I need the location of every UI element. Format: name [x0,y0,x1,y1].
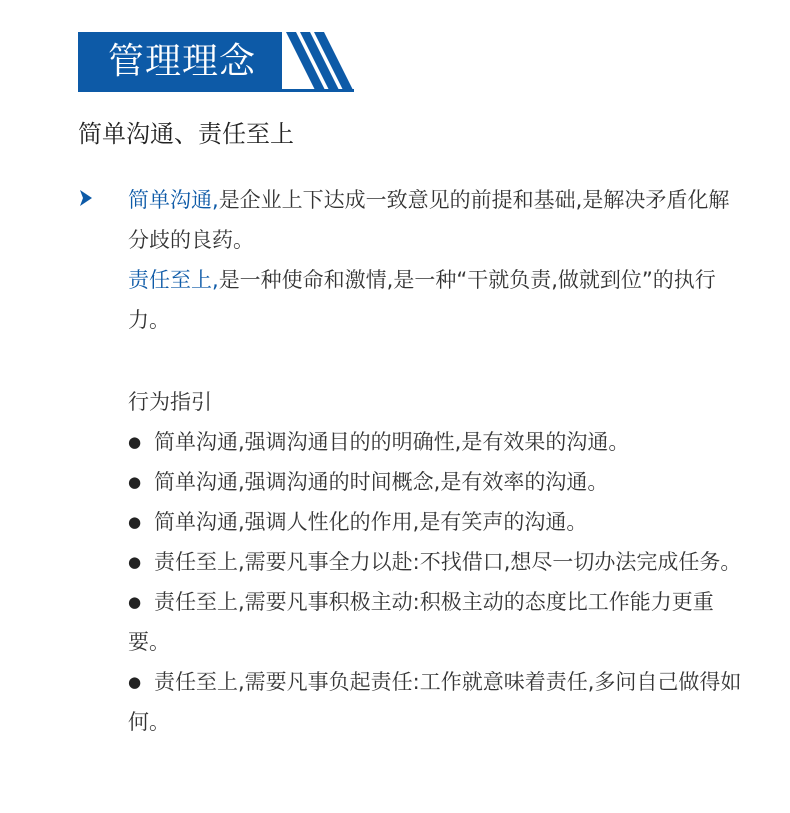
bullet-icon: ● [128,513,142,531]
bullet-icon: ● [128,673,142,691]
bullet-icon: ● [128,593,142,611]
section-banner [78,32,354,92]
bullet-icon: ● [128,433,142,451]
list-item-text: 简单沟通,强调沟通的时间概念,是有效率的沟通。 [154,470,609,494]
list-item-text: 责任至上,需要凡事负起责任:工作就意味着责任,多问自己做得如何。 [128,670,742,734]
list-item-text: 责任至上,需要凡事全力以赴:不找借口,想尽一切办法完成任务。 [154,550,742,574]
stripes-decoration-icon [282,32,354,92]
section-subtitle: 简单沟通、责任至上 [78,120,294,148]
paragraph-highlight: 责任至上, [128,268,219,292]
paragraph-simple-communication [128,180,748,260]
list-item [128,462,748,502]
list-item [128,542,748,582]
list-item [128,582,748,662]
bullet-icon: ● [128,473,142,491]
paragraph-highlight: 简单沟通, [128,188,219,212]
triangle-right-icon [80,190,94,206]
paragraph-text: 是企业上下达成一致意见的前提和基础,是解决矛盾化解分歧的良药。 [128,188,730,252]
list-item [128,662,748,742]
paragraph-responsibility-first [128,260,748,340]
paragraph-text: 是一种使命和激情,是一种“干就负责,做就到位”的执行力。 [128,268,716,332]
list-item-text: 简单沟通,强调沟通目的的明确性,是有效果的沟通。 [154,430,630,454]
guidelines-heading: 行为指引 [128,390,212,414]
bullet-icon: ● [128,553,142,571]
banner-box [78,32,282,92]
page-title: 管理理念 [108,41,257,82]
list-item-text: 责任至上,需要凡事积极主动:积极主动的态度比工作能力更重要。 [128,590,714,654]
list-item [128,502,748,542]
banner-underline [78,89,354,92]
guidelines-list [128,422,748,742]
list-item-text: 简单沟通,强调人性化的作用,是有笑声的沟通。 [154,510,588,534]
list-item [128,422,748,462]
